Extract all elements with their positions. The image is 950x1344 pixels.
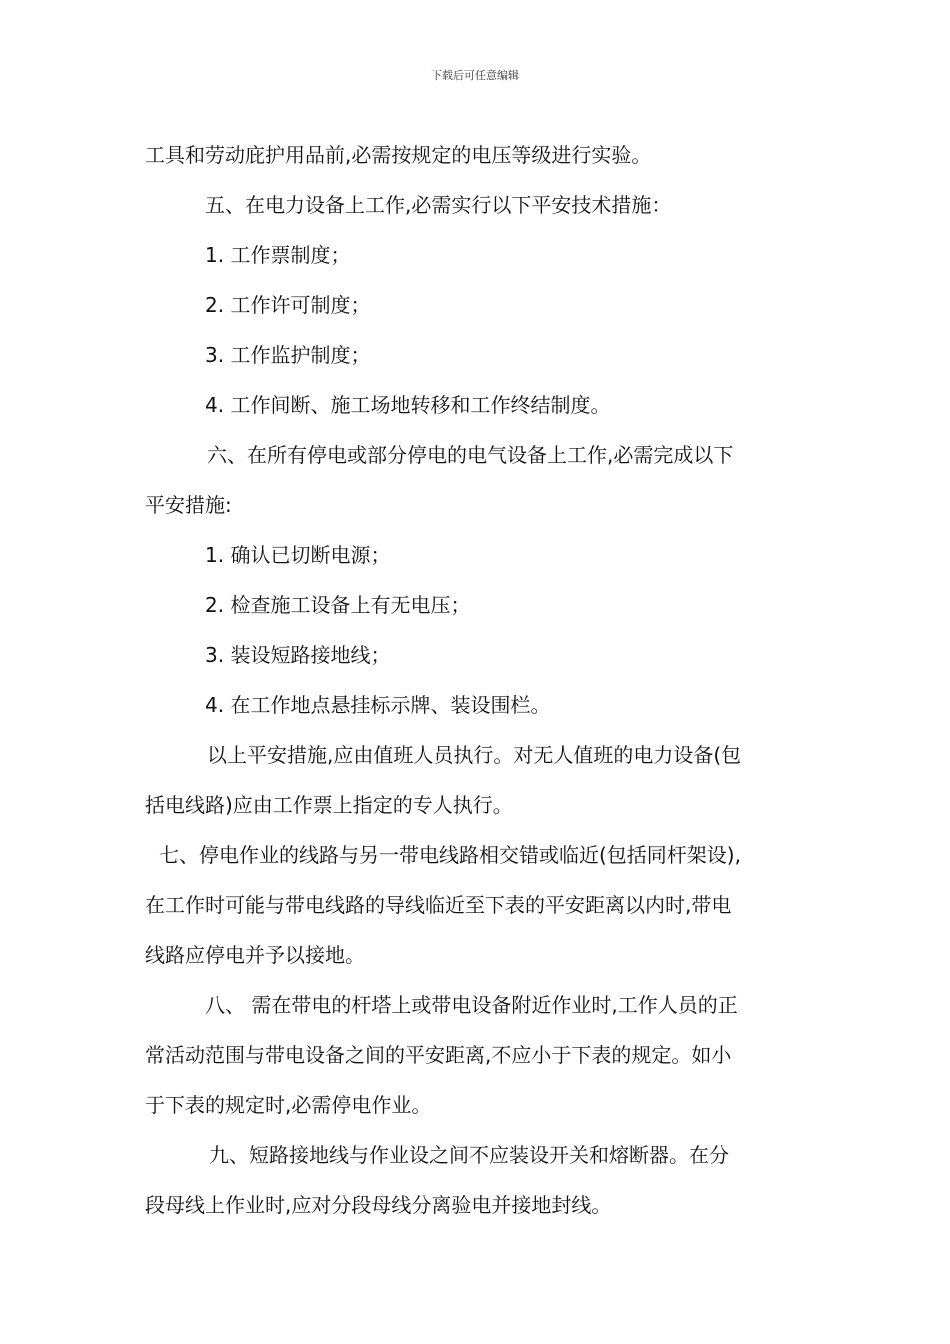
paragraph-line: 工具和劳动庇护用品前,必需按规定的电压等级进行实验。 bbox=[145, 143, 652, 167]
section-five-heading: 五、在电力设备上工作,必需实行以下平安技术措施： bbox=[205, 193, 672, 217]
paragraph-line: 括电线路)应由工作票上指定的专人执行。 bbox=[145, 793, 513, 817]
page-header: 下载后可任意编辑 bbox=[431, 69, 519, 82]
section-nine-heading: 九、短路接地线与作业设之间不应装设开关和熔断器。在分 bbox=[209, 1143, 729, 1167]
list-item: 4. 在工作地点悬挂标示牌、装设围栏。 bbox=[205, 693, 551, 717]
list-item: 1. 工作票制度； bbox=[205, 243, 351, 267]
list-item: 3. 装设短路接地线； bbox=[205, 643, 391, 667]
section-seven-heading: 七、停电作业的线路与另一带电线路相交错或临近(包括同杆架设), bbox=[159, 843, 741, 867]
paragraph-line: 以上平安措施,应由值班人员执行。对无人值班的电力设备(包 bbox=[207, 743, 742, 767]
paragraph-line: 平安措施: bbox=[145, 493, 232, 517]
paragraph-line: 于下表的规定时,必需停电作业。 bbox=[145, 1093, 432, 1117]
list-item: 2. 工作许可制度； bbox=[205, 293, 371, 317]
paragraph-line: 在工作时可能与带电线路的导线临近至下表的平安距离以内时,带电 bbox=[145, 893, 732, 917]
paragraph-line: 常活动范围与带电设备之间的平安距离,不应小于下表的规定。如小 bbox=[145, 1043, 732, 1067]
list-item: 3. 工作监护制度； bbox=[205, 343, 371, 367]
section-eight-heading: 八、 需在带电的杆塔上或带电设备附近作业时,工作人员的正 bbox=[205, 993, 738, 1017]
list-item: 4. 工作间断、施工场地转移和工作终结制度。 bbox=[205, 393, 611, 417]
document-body bbox=[145, 130, 810, 1230]
section-six-heading: 六、在所有停电或部分停电的电气设备上工作,必需完成以下 bbox=[207, 443, 734, 467]
list-item: 2. 检查施工设备上有无电压； bbox=[205, 593, 471, 617]
paragraph-line: 线路应停电并予以接地。 bbox=[145, 943, 365, 967]
paragraph-line: 段母线上作业时,应对分段母线分离验电并接地封线。 bbox=[145, 1193, 612, 1217]
list-item: 1. 确认已切断电源； bbox=[205, 543, 391, 567]
